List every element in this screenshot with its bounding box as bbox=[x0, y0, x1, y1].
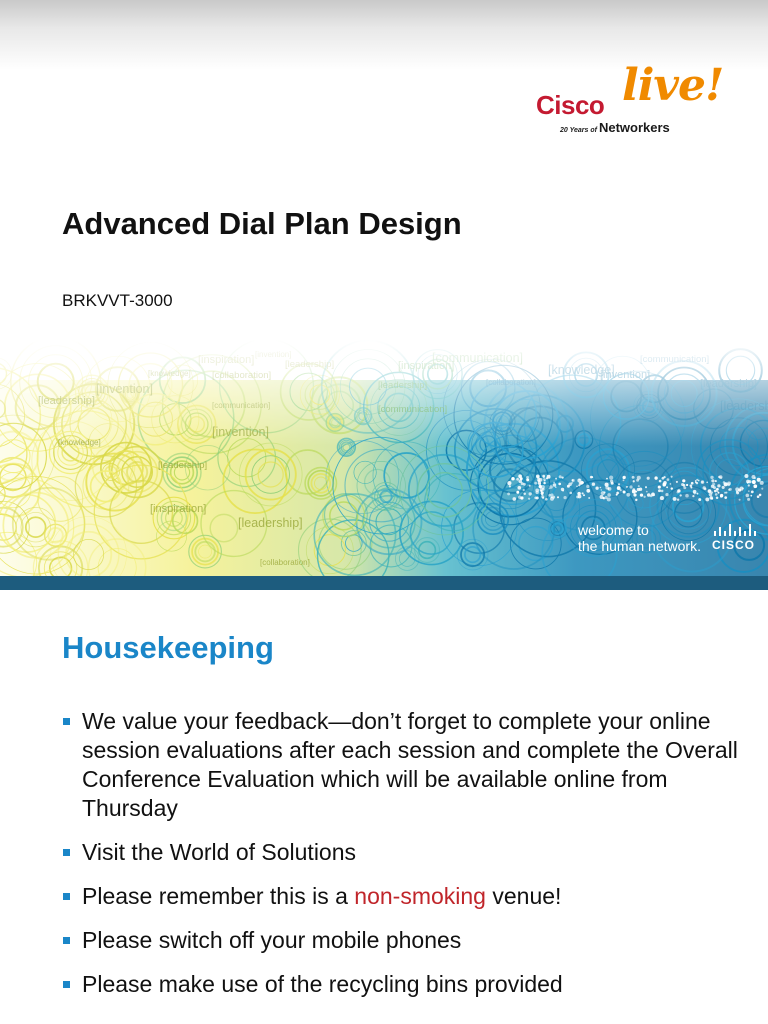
session-code: BRKVVT-3000 bbox=[62, 291, 173, 310]
bullet-square-icon bbox=[63, 718, 70, 725]
bullet-square-icon bbox=[63, 893, 70, 900]
bullet-text: We value your feedback—don’t forget to complete your online session evaluations after each session and complete the Overall Conference Evaluation which will be available online from Thursday bbox=[82, 708, 738, 821]
human-network-banner bbox=[0, 340, 768, 576]
welcome-tagline bbox=[578, 522, 701, 554]
bullet-square-icon bbox=[63, 981, 70, 988]
housekeeping-list bbox=[62, 707, 742, 1014]
cisco-bridge-icon bbox=[712, 522, 762, 538]
welcome-line-2: the human network. bbox=[578, 538, 701, 554]
bullet-world-of-solutions bbox=[62, 838, 742, 867]
welcome-line-1: welcome to bbox=[578, 522, 649, 538]
presentation-title: Advanced Dial Plan Design bbox=[62, 206, 462, 241]
bullet-text-after: venue! bbox=[485, 883, 562, 909]
bullet-recycling bbox=[62, 970, 742, 999]
bullet-text: Please switch off your mobile phones bbox=[82, 927, 462, 953]
bullet-square-icon bbox=[63, 937, 70, 944]
bullet-non-smoking bbox=[62, 882, 742, 911]
logo-live-word: live! bbox=[622, 60, 724, 111]
bullet-feedback bbox=[62, 707, 742, 823]
bullet-square-icon bbox=[63, 849, 70, 856]
logo-tagline-main: Networkers bbox=[598, 120, 670, 135]
title-bottom-bar bbox=[0, 576, 768, 590]
cisco-wordmark: CISCO bbox=[712, 538, 756, 552]
cisco-live-logo bbox=[536, 60, 724, 140]
housekeeping-heading: Housekeeping bbox=[62, 630, 274, 665]
bullet-mobile-phones bbox=[62, 926, 742, 955]
bullet-text: Visit the World of Solutions bbox=[82, 839, 357, 865]
housekeeping-slide bbox=[0, 590, 768, 1024]
logo-tagline-small: 20 Years of bbox=[560, 127, 597, 134]
non-smoking-highlight: non-smoking bbox=[354, 883, 486, 909]
bullet-text-before: Please remember this is a bbox=[82, 883, 355, 909]
cisco-bridge-logo bbox=[712, 522, 762, 556]
bullet-text: Please make use of the recycling bins provided bbox=[82, 971, 563, 997]
logo-tagline bbox=[560, 120, 670, 135]
logo-cisco-word: Cisco bbox=[536, 90, 605, 120]
